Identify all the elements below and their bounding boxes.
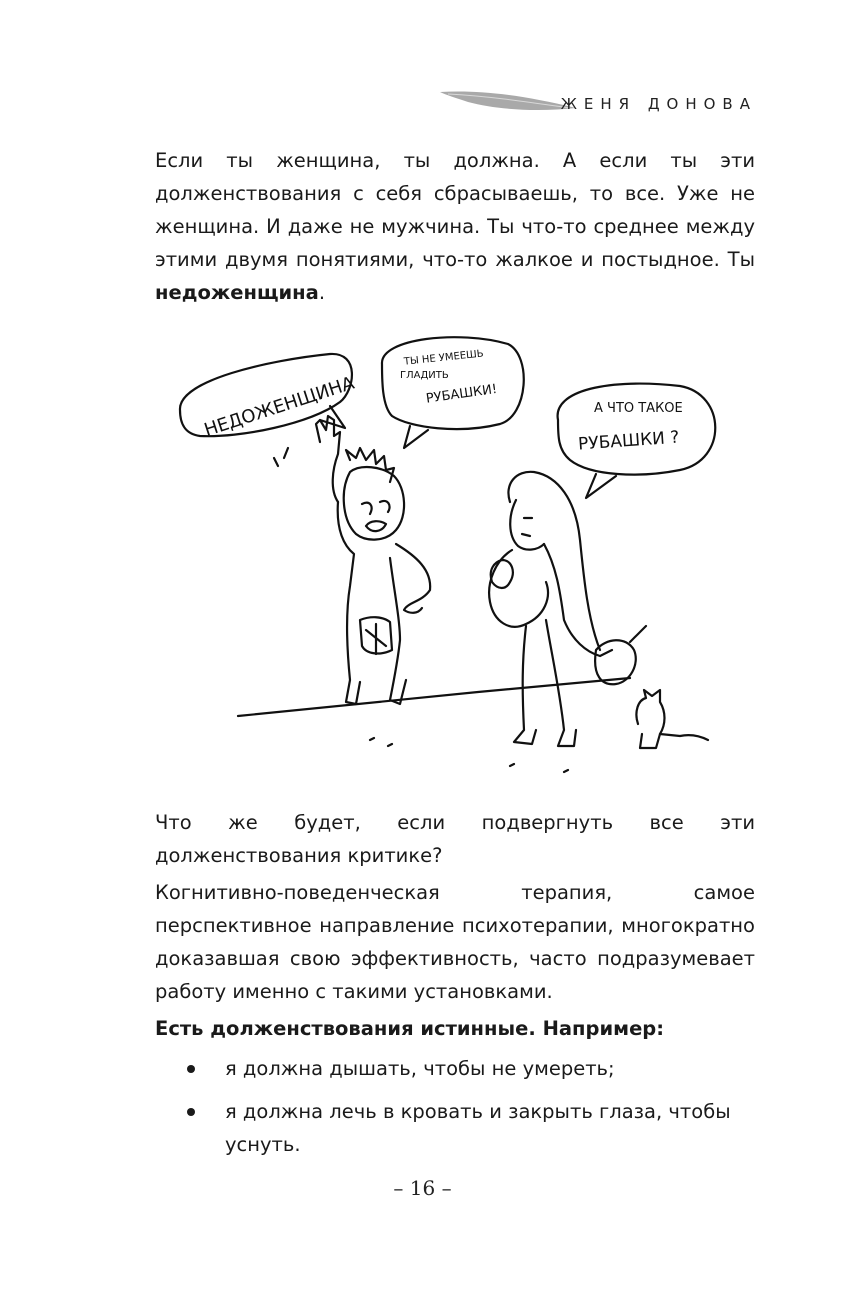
paragraph-1-text: Если ты женщина, ты должна. А если ты эти долженствования с себя сбрасываешь, то все. Уже не женщина. И даже не мужчина. Ты что-то среднее между этими двумя понятиями, что-то жалкое и постыдное. Ты [155,149,755,271]
paragraph-1 [155,144,755,309]
list-item-text: я должна дышать, чтобы не умереть; [225,1057,615,1080]
paragraph-3: Когнитивно-поведенческая терапия, самое перспективное направление психотерапии, многократно доказавшая свою эффективность, часто подразумевает работу именно с такими установками. [155,881,755,1003]
cartoon-illustration [160,320,720,790]
paragraph-1-bold: недоженщина [155,281,319,304]
list-item [155,1095,755,1161]
running-header [0,88,845,128]
bubble-right-text-1: А ЧТО ТАКОЕ [594,401,683,416]
paragraph-4: Есть долженствования истинные. Например: [155,1017,665,1040]
bubble-left-text: НЕДОЖЕНЩИНА [201,372,357,442]
bullet-list [155,1052,755,1171]
bullet-icon [187,1108,195,1116]
paragraph-1-end: . [318,281,326,304]
bubble-middle-text-2: ГЛАДИТЬ [400,370,449,381]
page-number: – 16 – [393,1176,452,1200]
bubble-middle-text-1: ТЫ НЕ УМЕЕШЬ [403,348,485,368]
bullet-icon [187,1065,195,1073]
author-name: ЖЕНЯ ДОНОВА [560,95,757,113]
bubble-middle-text-3: РУБАШКИ! [425,381,499,407]
feather-icon [438,88,578,114]
list-item-text: я должна лечь в кровать и закрыть глаза, чтобы уснуть. [225,1100,731,1156]
list-item [155,1052,755,1085]
bubble-right-text-2: РУБАШКИ ? [577,427,680,455]
paragraph-2: Что же будет, если подвергнуть все эти долженствования критике? [155,811,755,867]
